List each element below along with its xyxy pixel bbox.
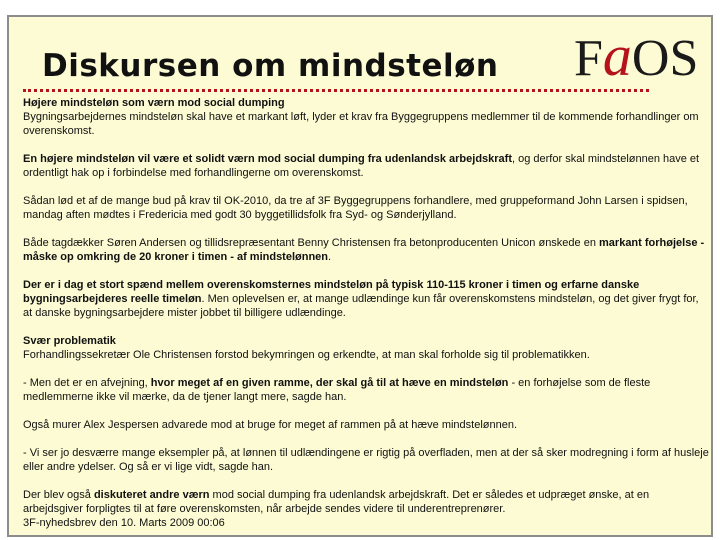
paragraph-3: Sådan lød et af de mange bud på krav til OK-2010, da tre af 3F Byggegruppens forhandlere, med gruppeformand John Larsen i spidsen, mandag aften mødtes i Fredericia med godt 30 byggetillidsfolk fra Syd- og Sønderjylland.	[23, 195, 688, 221]
slide-title: Diskursen om mindsteløn	[42, 48, 499, 84]
faos-logo: FaOS	[574, 23, 699, 88]
paragraph-4: Både tagdækker Søren Andersen og tillidsrepræsentant Benny Christensen fra betonproducenten Unicon ønskede en markant forhøjelse - måske op omkring de 20 kroner i timen - af mindstelønnen.	[23, 237, 705, 263]
source-footer: 3F-nyhedsbrev den 10. Marts 2009 00:06	[23, 517, 225, 529]
section-heading: Højere mindsteløn som værn mod social dumping	[23, 97, 285, 109]
paragraph-8: Også murer Alex Jespersen advarede mod at bruge for meget af rammen på at hæve mindstelønnen.	[23, 419, 518, 431]
article-body	[23, 96, 709, 530]
title-divider	[23, 89, 649, 92]
paragraph-9: - Vi ser jo desværre mange eksempler på, at lønnen til udlændingene er rigtig på overfladen, men at der så sker modregning i form af husleje eller andre ydelser. Og så er vi lige vidt, sagde han.	[23, 447, 709, 473]
paragraph-6: Svær problematik Forhandlingssekretær Ole Christensen forstod bekymringen og erkendte, at man skal forholde sig til problematikken.	[23, 335, 590, 361]
slide	[7, 15, 713, 537]
paragraph-1: Højere mindsteløn som værn mod social dumping Bygningsarbejdernes mindsteløn skal have et markant løft, lyder et krav fra Byggegruppens medlemmer til de kommende forhandlinger om overenskomst.	[23, 97, 699, 137]
paragraph-5: Der er i dag et stort spænd mellem overenskomsternes mindsteløn på typisk 110-115 kroner i timen og erfarne danske bygningsarbejderes reelle timeløn. Men oplevelsen er, at mange udlændinge kun får overenskomstens mindsteløn, og det giver frygt for, at danske bygningsarbejdere mister jobbet til billigere udlændinge.	[23, 279, 699, 319]
paragraph-2: En højere mindsteløn vil være et solidt værn mod social dumping fra udenlandsk arbejdskraft, og derfor skal mindstelønnen have et ordentligt hak op i forbindelse med forhandlingerne om overenskomst.	[23, 153, 700, 179]
section-heading: Svær problematik	[23, 335, 116, 347]
paragraph-7: - Men det er en afvejning, hvor meget af en given ramme, der skal gå til at hæve en mindsteløn - en forhøjelse som de fleste medlemmerne ikke vil mærke, da de tjener langt mere, sagde han.	[23, 377, 651, 403]
paragraph-10: Der blev også diskuteret andre værn mod social dumping fra udenlandsk arbejdskraft. Det er således et udpræget ønske, at en arbejdsgiver forpligtes til at føre overenskomsten, når arbejde sendes videre til underentreprenører. 3F-nyhedsbrev den 10. Marts 2009 00:06	[23, 489, 650, 529]
